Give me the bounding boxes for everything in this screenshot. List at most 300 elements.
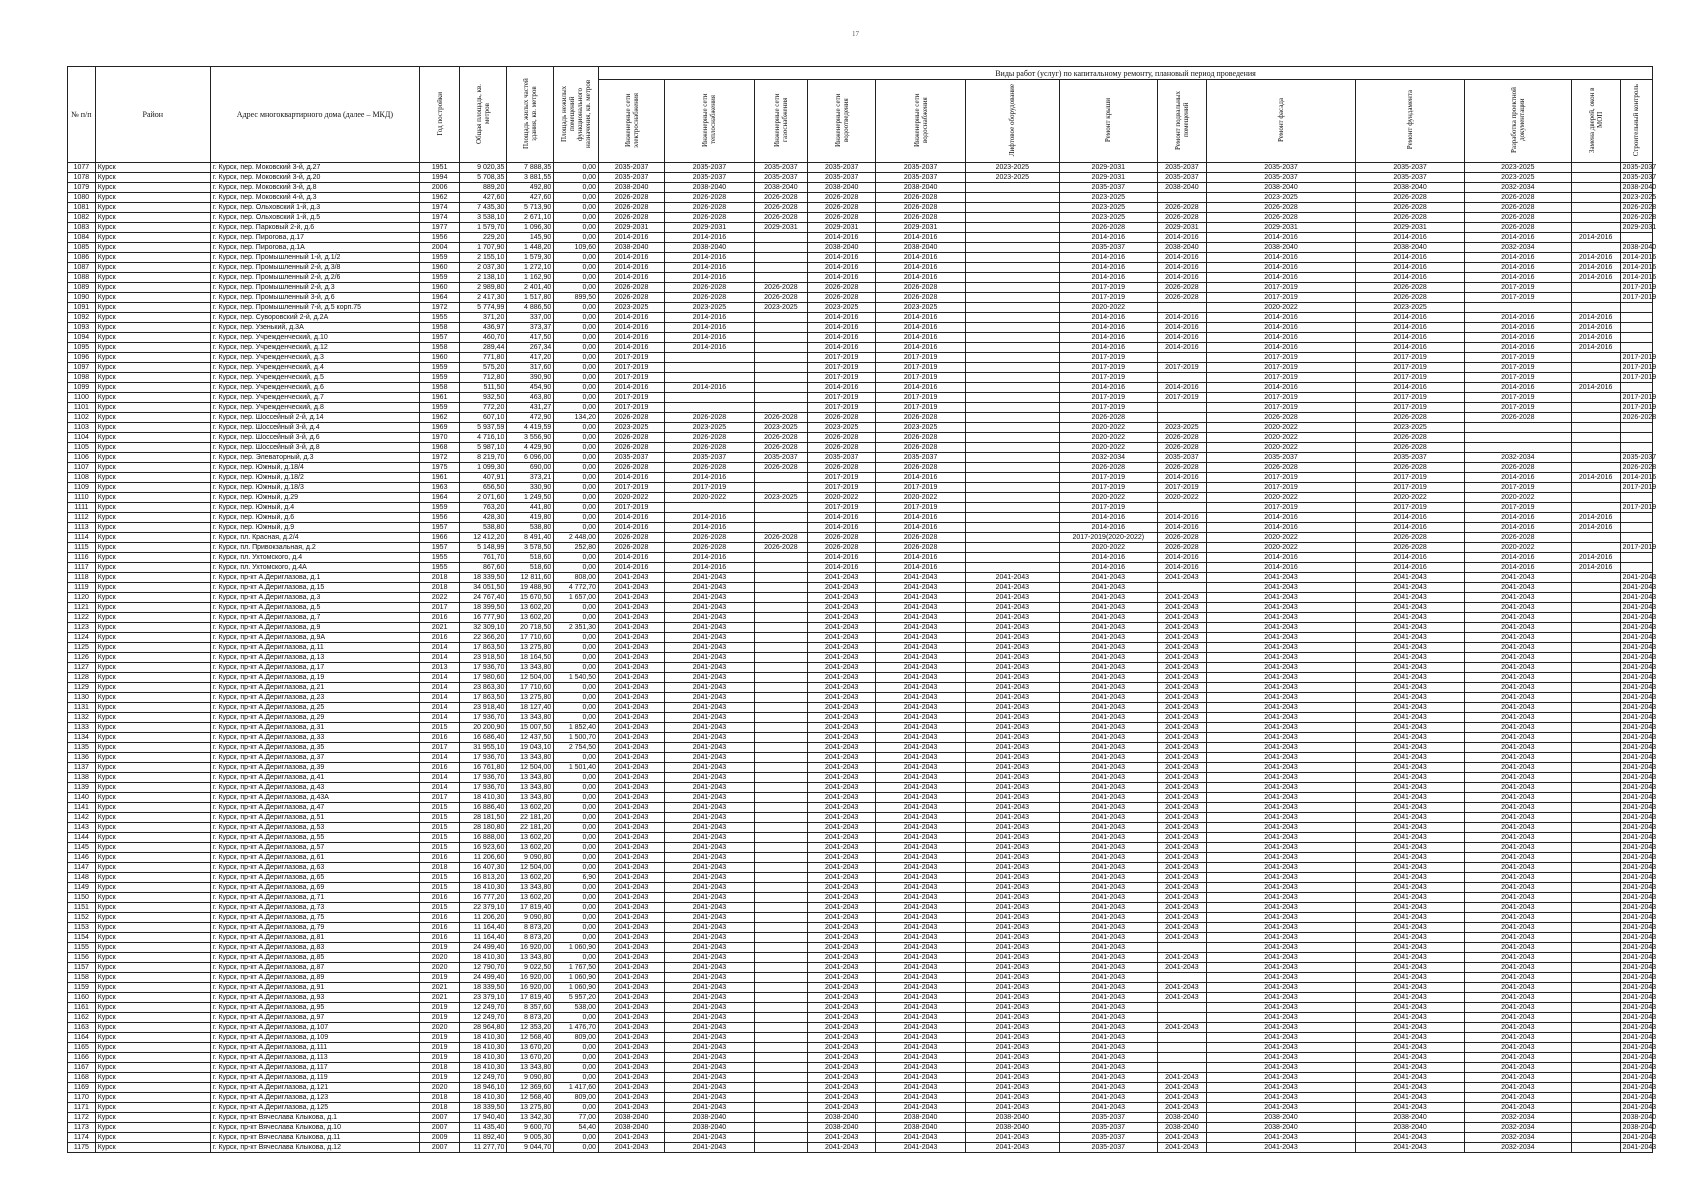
- cell-work-period: 2041-2043: [1157, 683, 1206, 693]
- cell-work-period: 2041-2043: [1157, 763, 1206, 773]
- cell-work-period: 2041-2043: [965, 1013, 1059, 1023]
- cell-work-period: 2041-2043: [1157, 1023, 1206, 1033]
- cell-work-period: [754, 933, 807, 943]
- cell-nonliving-area: 0,00: [554, 833, 599, 843]
- cell-work-period: 2041-2043: [876, 723, 966, 733]
- cell-work-period: 2041-2043: [1059, 643, 1157, 653]
- cell-year: 1972: [419, 303, 460, 313]
- cell-work-period: [965, 373, 1059, 383]
- cell-work-period: 2041-2043: [1157, 1143, 1206, 1153]
- cell-nonliving-area: 0,00: [554, 483, 599, 493]
- cell-work-period: 2017-2019: [1157, 393, 1206, 403]
- cell-district: Курск: [95, 1013, 210, 1023]
- cell-work-period: [965, 203, 1059, 213]
- cell-work-period: 2017-2019: [1356, 393, 1465, 403]
- cell-work-period: 2014-2016: [665, 253, 755, 263]
- cell-work-period: 2041-2043: [599, 983, 665, 993]
- cell-number: 1107: [68, 463, 96, 473]
- cell-living-area: 12 504,00: [507, 763, 554, 773]
- cell-work-period: [754, 993, 807, 1003]
- cell-total-area: 24 499,40: [460, 943, 507, 953]
- cell-work-period: 2014-2016: [1157, 253, 1206, 263]
- cell-work-period: 2041-2043: [1206, 753, 1355, 763]
- table-row: [68, 1073, 1653, 1083]
- cell-work-period: 2041-2043: [1157, 1073, 1206, 1083]
- cell-work-period: [665, 363, 755, 373]
- cell-work-period: 2041-2043: [1620, 1013, 1652, 1023]
- table-row: [68, 523, 1653, 533]
- cell-work-period: 2017-2019: [876, 353, 966, 363]
- cell-work-period: 2041-2043: [599, 933, 665, 943]
- cell-total-area: 867,60: [460, 563, 507, 573]
- cell-work-period: 2041-2043: [808, 1143, 876, 1153]
- cell-district: Курск: [95, 793, 210, 803]
- cell-number: 1090: [68, 293, 96, 303]
- cell-work-period: 2041-2043: [876, 953, 966, 963]
- cell-total-area: 2 071,60: [460, 493, 507, 503]
- cell-work-period: 2017-2019: [1620, 293, 1652, 303]
- cell-nonliving-area: 0,00: [554, 913, 599, 923]
- cell-work-period: 2041-2043: [1356, 963, 1465, 973]
- cell-number: 1105: [68, 443, 96, 453]
- cell-address: г. Курск, пр-кт А.Дериглазова, д.29: [210, 713, 419, 723]
- cell-work-period: 2041-2043: [1620, 903, 1652, 913]
- cell-number: 1117: [68, 563, 96, 573]
- cell-total-area: 5 987,10: [460, 443, 507, 453]
- cell-work-period: [754, 523, 807, 533]
- table-row: [68, 293, 1653, 303]
- cell-district: Курск: [95, 583, 210, 593]
- cell-work-period: 2014-2016: [1356, 383, 1465, 393]
- cell-work-period: 2041-2043: [965, 1073, 1059, 1083]
- cell-year: 1972: [419, 453, 460, 463]
- cell-work-period: 2041-2043: [1464, 1023, 1571, 1033]
- cell-district: Курск: [95, 663, 210, 673]
- cell-year: 2018: [419, 573, 460, 583]
- cell-work-period: 2041-2043: [1206, 693, 1355, 703]
- cell-year: 1957: [419, 333, 460, 343]
- cell-total-area: 428,30: [460, 513, 507, 523]
- cell-district: Курск: [95, 973, 210, 983]
- cell-work-period: 2041-2043: [1356, 833, 1465, 843]
- cell-work-period: 2038-2040: [1620, 243, 1652, 253]
- cell-year: 1960: [419, 353, 460, 363]
- cell-work-period: 2026-2028: [665, 293, 755, 303]
- cell-work-period: 2026-2028: [1206, 413, 1355, 423]
- cell-year: 2017: [419, 603, 460, 613]
- cell-number: 1153: [68, 923, 96, 933]
- table-row: [68, 493, 1653, 503]
- cell-address: г. Курск, пер. Шоссейный 3-й, д.8: [210, 443, 419, 453]
- cell-district: Курск: [95, 273, 210, 283]
- cell-work-period: [1571, 533, 1620, 543]
- cell-work-period: 2041-2043: [1059, 1093, 1157, 1103]
- cell-work-period: [754, 673, 807, 683]
- cell-address: г. Курск, пр-кт А.Дериглазова, д.87: [210, 963, 419, 973]
- cell-number: 1083: [68, 223, 96, 233]
- cell-address: г. Курск, пер. Промышленный 1-й, д.1/2: [210, 253, 419, 263]
- cell-work-period: 2041-2043: [876, 1023, 966, 1033]
- cell-nonliving-area: 0,00: [554, 713, 599, 723]
- cell-total-area: 9 020,35: [460, 163, 507, 173]
- cell-living-area: 427,60: [507, 193, 554, 203]
- cell-nonliving-area: 109,60: [554, 243, 599, 253]
- cell-work-period: [754, 623, 807, 633]
- cell-address: г. Курск, пр-кт А.Дериглазова, д.75: [210, 913, 419, 923]
- cell-total-area: 18 410,30: [460, 1063, 507, 1073]
- cell-work-period: [754, 863, 807, 873]
- cell-work-period: 2041-2043: [1356, 573, 1465, 583]
- cell-work-period: 2014-2016: [1356, 313, 1465, 323]
- cell-work-period: 2017-2019: [1059, 403, 1157, 413]
- cell-year: 2016: [419, 613, 460, 623]
- cell-work-period: 2038-2040: [1206, 1123, 1355, 1133]
- cell-work-period: 2032-2034: [1464, 1113, 1571, 1123]
- cell-address: г. Курск, пер. Узенький, д.3А: [210, 323, 419, 333]
- cell-work-period: 2026-2028: [1059, 413, 1157, 423]
- cell-work-period: [1620, 343, 1652, 353]
- cell-number: 1124: [68, 633, 96, 643]
- cell-living-area: 1 249,50: [507, 493, 554, 503]
- table-row: [68, 273, 1653, 283]
- cell-work-period: 2041-2043: [1356, 673, 1465, 683]
- cell-work-period: 2032-2034: [1464, 1123, 1571, 1133]
- cell-work-period: [1571, 693, 1620, 703]
- cell-work-period: 2038-2040: [1620, 1113, 1652, 1123]
- cell-district: Курск: [95, 593, 210, 603]
- cell-work-period: [754, 603, 807, 613]
- cell-nonliving-area: 6,90: [554, 873, 599, 883]
- cell-nonliving-area: 0,00: [554, 613, 599, 623]
- cell-work-period: 2038-2040: [1620, 183, 1652, 193]
- cell-year: 1956: [419, 513, 460, 523]
- cell-work-period: 2041-2043: [1157, 843, 1206, 853]
- cell-work-period: 2041-2043: [665, 803, 755, 813]
- cell-work-period: 2020-2022: [1059, 433, 1157, 443]
- cell-total-area: 23 918,40: [460, 703, 507, 713]
- cell-district: Курск: [95, 983, 210, 993]
- cell-work-period: [665, 393, 755, 403]
- table-row: [68, 723, 1653, 733]
- cell-work-period: 2041-2043: [1620, 1103, 1652, 1113]
- cell-work-period: 2014-2016: [1356, 333, 1465, 343]
- cell-work-period: 2041-2043: [1620, 573, 1652, 583]
- cell-work-period: 2041-2043: [808, 1003, 876, 1013]
- cell-nonliving-area: 0,00: [554, 633, 599, 643]
- cell-work-period: 2041-2043: [599, 943, 665, 953]
- cell-nonliving-area: 0,00: [554, 213, 599, 223]
- cell-work-period: 2041-2043: [1157, 793, 1206, 803]
- cell-work-period: 2041-2043: [599, 1033, 665, 1043]
- cell-work-period: 2041-2043: [808, 963, 876, 973]
- cell-work-period: 2041-2043: [876, 743, 966, 753]
- cell-work-period: 2041-2043: [808, 853, 876, 863]
- cell-work-period: 2038-2040: [599, 183, 665, 193]
- cell-work-period: 2041-2043: [1206, 653, 1355, 663]
- table-header: [68, 67, 1653, 163]
- cell-work-period: [965, 453, 1059, 463]
- cell-work-period: [754, 1073, 807, 1083]
- cell-work-period: 2026-2028: [599, 203, 665, 213]
- cell-work-period: 2017-2019: [1620, 353, 1652, 363]
- cell-work-period: 2041-2043: [1464, 683, 1571, 693]
- cell-work-period: 2041-2043: [665, 713, 755, 723]
- cell-year: 2009: [419, 1133, 460, 1143]
- table-row: [68, 393, 1653, 403]
- cell-work-period: [965, 303, 1059, 313]
- cell-work-period: 2026-2028: [1356, 533, 1465, 543]
- cell-work-period: 2041-2043: [1620, 603, 1652, 613]
- cell-work-period: 2041-2043: [665, 643, 755, 653]
- cell-work-period: 2041-2043: [599, 853, 665, 863]
- cell-work-period: 2041-2043: [1157, 983, 1206, 993]
- cell-work-period: 2026-2028: [808, 543, 876, 553]
- cell-living-area: 390,90: [507, 373, 554, 383]
- cell-work-period: 2038-2040: [1206, 243, 1355, 253]
- cell-work-period: 2041-2043: [599, 1043, 665, 1053]
- cell-district: Курск: [95, 633, 210, 643]
- cell-work-period: 2041-2043: [1157, 773, 1206, 783]
- cell-address: г. Курск, пер. Моковский 3-й, д.8: [210, 183, 419, 193]
- cell-work-period: [1571, 443, 1620, 453]
- cell-work-period: 2041-2043: [876, 1143, 966, 1153]
- cell-district: Курск: [95, 1053, 210, 1063]
- cell-work-period: 2041-2043: [1464, 953, 1571, 963]
- cell-work-period: 2041-2043: [808, 713, 876, 723]
- cell-living-area: 12 504,00: [507, 863, 554, 873]
- cell-work-period: 2041-2043: [1356, 843, 1465, 853]
- cell-work-period: 2041-2043: [1464, 703, 1571, 713]
- table-row: [68, 983, 1653, 993]
- cell-work-period: [1571, 483, 1620, 493]
- cell-work-period: [1571, 733, 1620, 743]
- table-row: [68, 403, 1653, 413]
- table-row: [68, 163, 1653, 173]
- cell-work-period: 2041-2043: [1464, 993, 1571, 1003]
- cell-work-period: [1571, 923, 1620, 933]
- cell-work-period: [1571, 743, 1620, 753]
- cell-work-period: [1571, 973, 1620, 983]
- cell-work-period: 2014-2016: [1356, 253, 1465, 263]
- cell-work-period: 2041-2043: [1464, 783, 1571, 793]
- cell-living-area: 1 272,10: [507, 263, 554, 273]
- cell-work-period: 2026-2028: [808, 463, 876, 473]
- cell-work-period: 2041-2043: [876, 1063, 966, 1073]
- cell-work-period: 2026-2028: [808, 213, 876, 223]
- cell-work-period: 2041-2043: [1620, 943, 1652, 953]
- cell-work-period: 2041-2043: [876, 783, 966, 793]
- cell-work-period: 2041-2043: [876, 873, 966, 883]
- cell-work-period: 2017-2019: [808, 373, 876, 383]
- cell-year: 2022: [419, 593, 460, 603]
- cell-work-period: 2041-2043: [876, 1083, 966, 1093]
- cell-work-period: 2014-2016: [665, 313, 755, 323]
- cell-number: 1146: [68, 853, 96, 863]
- cell-work-period: [965, 233, 1059, 243]
- cell-district: Курск: [95, 533, 210, 543]
- cell-work-period: 2038-2040: [808, 183, 876, 193]
- cell-work-period: 2026-2028: [754, 413, 807, 423]
- cell-work-period: 2014-2016: [599, 273, 665, 283]
- cell-work-period: 2041-2043: [965, 943, 1059, 953]
- cell-district: Курск: [95, 753, 210, 763]
- cell-work-period: 2026-2028: [599, 193, 665, 203]
- cell-work-period: [754, 703, 807, 713]
- cell-work-period: 2026-2028: [808, 443, 876, 453]
- cell-work-period: 2041-2043: [1206, 1103, 1355, 1113]
- cell-total-area: 12 790,70: [460, 963, 507, 973]
- cell-work-period: 2041-2043: [876, 1013, 966, 1023]
- cell-work-period: 2041-2043: [1356, 773, 1465, 783]
- cell-work-period: [754, 913, 807, 923]
- cell-year: 1964: [419, 293, 460, 303]
- cell-living-area: 19 043,10: [507, 743, 554, 753]
- cell-living-area: 1 448,20: [507, 243, 554, 253]
- cell-total-area: 12 412,20: [460, 533, 507, 543]
- cell-address: г. Курск, пер. Ольховский 1-й, д.3: [210, 203, 419, 213]
- cell-work-period: 2038-2040: [965, 1123, 1059, 1133]
- cell-work-period: 2041-2043: [876, 583, 966, 593]
- cell-nonliving-area: 0,00: [554, 363, 599, 373]
- cell-work-period: 2041-2043: [1620, 693, 1652, 703]
- cell-work-period: 2014-2016: [1206, 323, 1355, 333]
- cell-living-area: 18 127,40: [507, 703, 554, 713]
- cell-address: г. Курск, пр-кт А.Дериглазова, д.39: [210, 763, 419, 773]
- cell-work-period: [965, 553, 1059, 563]
- cell-address: г. Курск, пл. Ухтомского, д.4: [210, 553, 419, 563]
- cell-work-period: 2041-2043: [965, 743, 1059, 753]
- cell-number: 1174: [68, 1133, 96, 1143]
- cell-work-period: 2041-2043: [1206, 993, 1355, 1003]
- header-work-2: Инженерные сети газоснабжения: [754, 80, 807, 163]
- cell-work-period: 2041-2043: [965, 773, 1059, 783]
- cell-work-period: [754, 1103, 807, 1113]
- cell-work-period: 2014-2016: [876, 323, 966, 333]
- cell-address: г. Курск, пл. Ухтомского, д.4А: [210, 563, 419, 573]
- cell-number: 1136: [68, 753, 96, 763]
- cell-address: г. Курск, пер. Южный, д.6: [210, 513, 419, 523]
- cell-work-period: 2041-2043: [599, 973, 665, 983]
- cell-work-period: 2041-2043: [1059, 963, 1157, 973]
- cell-year: 2014: [419, 753, 460, 763]
- table-row: [68, 593, 1653, 603]
- cell-work-period: [754, 573, 807, 583]
- cell-work-period: 2026-2028: [1157, 213, 1206, 223]
- cell-work-period: 2041-2043: [665, 1043, 755, 1053]
- cell-work-period: 2020-2022: [1059, 443, 1157, 453]
- table-row: [68, 1043, 1653, 1053]
- cell-nonliving-area: 0,00: [554, 903, 599, 913]
- cell-work-period: 2041-2043: [1059, 603, 1157, 613]
- cell-work-period: [1571, 773, 1620, 783]
- cell-work-period: 2041-2043: [1059, 1023, 1157, 1033]
- cell-work-period: 2041-2043: [1157, 1083, 1206, 1093]
- cell-nonliving-area: 1 060,90: [554, 973, 599, 983]
- cell-year: 1974: [419, 213, 460, 223]
- cell-work-period: 2041-2043: [1620, 653, 1652, 663]
- cell-work-period: 2041-2043: [1206, 603, 1355, 613]
- table-row: [68, 353, 1653, 363]
- cell-living-area: 4 886,50: [507, 303, 554, 313]
- cell-work-period: [754, 353, 807, 363]
- table-row: [68, 173, 1653, 183]
- cell-work-period: 2041-2043: [876, 803, 966, 813]
- cell-address: г. Курск, пр-кт А.Дериглазова, д.21: [210, 683, 419, 693]
- cell-work-period: 2041-2043: [1356, 653, 1465, 663]
- header-work-7: Ремонт подвальных помещений: [1157, 80, 1206, 163]
- cell-address: г. Курск, пр-кт Вячеслава Клыкова, д.12: [210, 1143, 419, 1153]
- cell-work-period: 2038-2040: [1206, 1113, 1355, 1123]
- cell-work-period: 2017-2019: [1206, 293, 1355, 303]
- cell-year: 1955: [419, 563, 460, 573]
- cell-address: г. Курск, пр-кт А.Дериглазова, д.125: [210, 1103, 419, 1113]
- cell-address: г. Курск, пр-кт А.Дериглазова, д.43А: [210, 793, 419, 803]
- cell-living-area: 20 718,50: [507, 623, 554, 633]
- cell-number: 1092: [68, 313, 96, 323]
- cell-district: Курск: [95, 783, 210, 793]
- cell-work-period: 2038-2040: [1356, 183, 1465, 193]
- cell-work-period: 2041-2043: [665, 673, 755, 683]
- cell-work-period: 2041-2043: [1206, 853, 1355, 863]
- table-row: [68, 803, 1653, 813]
- cell-work-period: [1571, 173, 1620, 183]
- cell-work-period: 2041-2043: [1059, 883, 1157, 893]
- cell-work-period: 2041-2043: [1059, 1073, 1157, 1083]
- cell-work-period: 2041-2043: [1464, 643, 1571, 653]
- cell-work-period: 2041-2043: [1157, 953, 1206, 963]
- cell-work-period: 2041-2043: [1356, 1033, 1465, 1043]
- cell-work-period: 2014-2016: [876, 263, 966, 273]
- cell-work-period: 2041-2043: [1059, 713, 1157, 723]
- cell-work-period: 2041-2043: [1206, 883, 1355, 893]
- cell-work-period: 2014-2016: [1620, 253, 1652, 263]
- cell-year: 1964: [419, 493, 460, 503]
- cell-work-period: 2041-2043: [1356, 1133, 1465, 1143]
- cell-work-period: 2041-2043: [876, 983, 966, 993]
- cell-work-period: 2035-2037: [1206, 173, 1355, 183]
- cell-living-area: 17 710,60: [507, 683, 554, 693]
- cell-work-period: 2041-2043: [1356, 853, 1465, 863]
- cell-work-period: 2041-2043: [1059, 863, 1157, 873]
- cell-work-period: [965, 393, 1059, 403]
- cell-work-period: [754, 253, 807, 263]
- cell-nonliving-area: 2 351,30: [554, 623, 599, 633]
- cell-work-period: 2041-2043: [876, 603, 966, 613]
- cell-work-period: 2026-2028: [808, 193, 876, 203]
- table-row: [68, 1143, 1653, 1153]
- cell-number: 1149: [68, 883, 96, 893]
- cell-work-period: 2041-2043: [1206, 1143, 1355, 1153]
- cell-work-period: 2041-2043: [599, 903, 665, 913]
- cell-work-period: 2014-2016: [665, 273, 755, 283]
- cell-work-period: 2041-2043: [1206, 823, 1355, 833]
- cell-district: Курск: [95, 293, 210, 303]
- cell-work-period: 2041-2043: [876, 763, 966, 773]
- cell-nonliving-area: 252,80: [554, 543, 599, 553]
- cell-work-period: 2041-2043: [1059, 723, 1157, 733]
- cell-work-period: 2041-2043: [1059, 923, 1157, 933]
- cell-work-period: [1571, 373, 1620, 383]
- cell-district: Курск: [95, 323, 210, 333]
- cell-work-period: 2041-2043: [965, 1093, 1059, 1103]
- cell-work-period: 2041-2043: [965, 793, 1059, 803]
- cell-work-period: 2041-2043: [1206, 793, 1355, 803]
- cell-total-area: 11 164,40: [460, 923, 507, 933]
- cell-living-area: 17 710,60: [507, 633, 554, 643]
- cell-work-period: 2041-2043: [665, 1083, 755, 1093]
- cell-work-period: 2017-2019: [1206, 373, 1355, 383]
- cell-number: 1114: [68, 533, 96, 543]
